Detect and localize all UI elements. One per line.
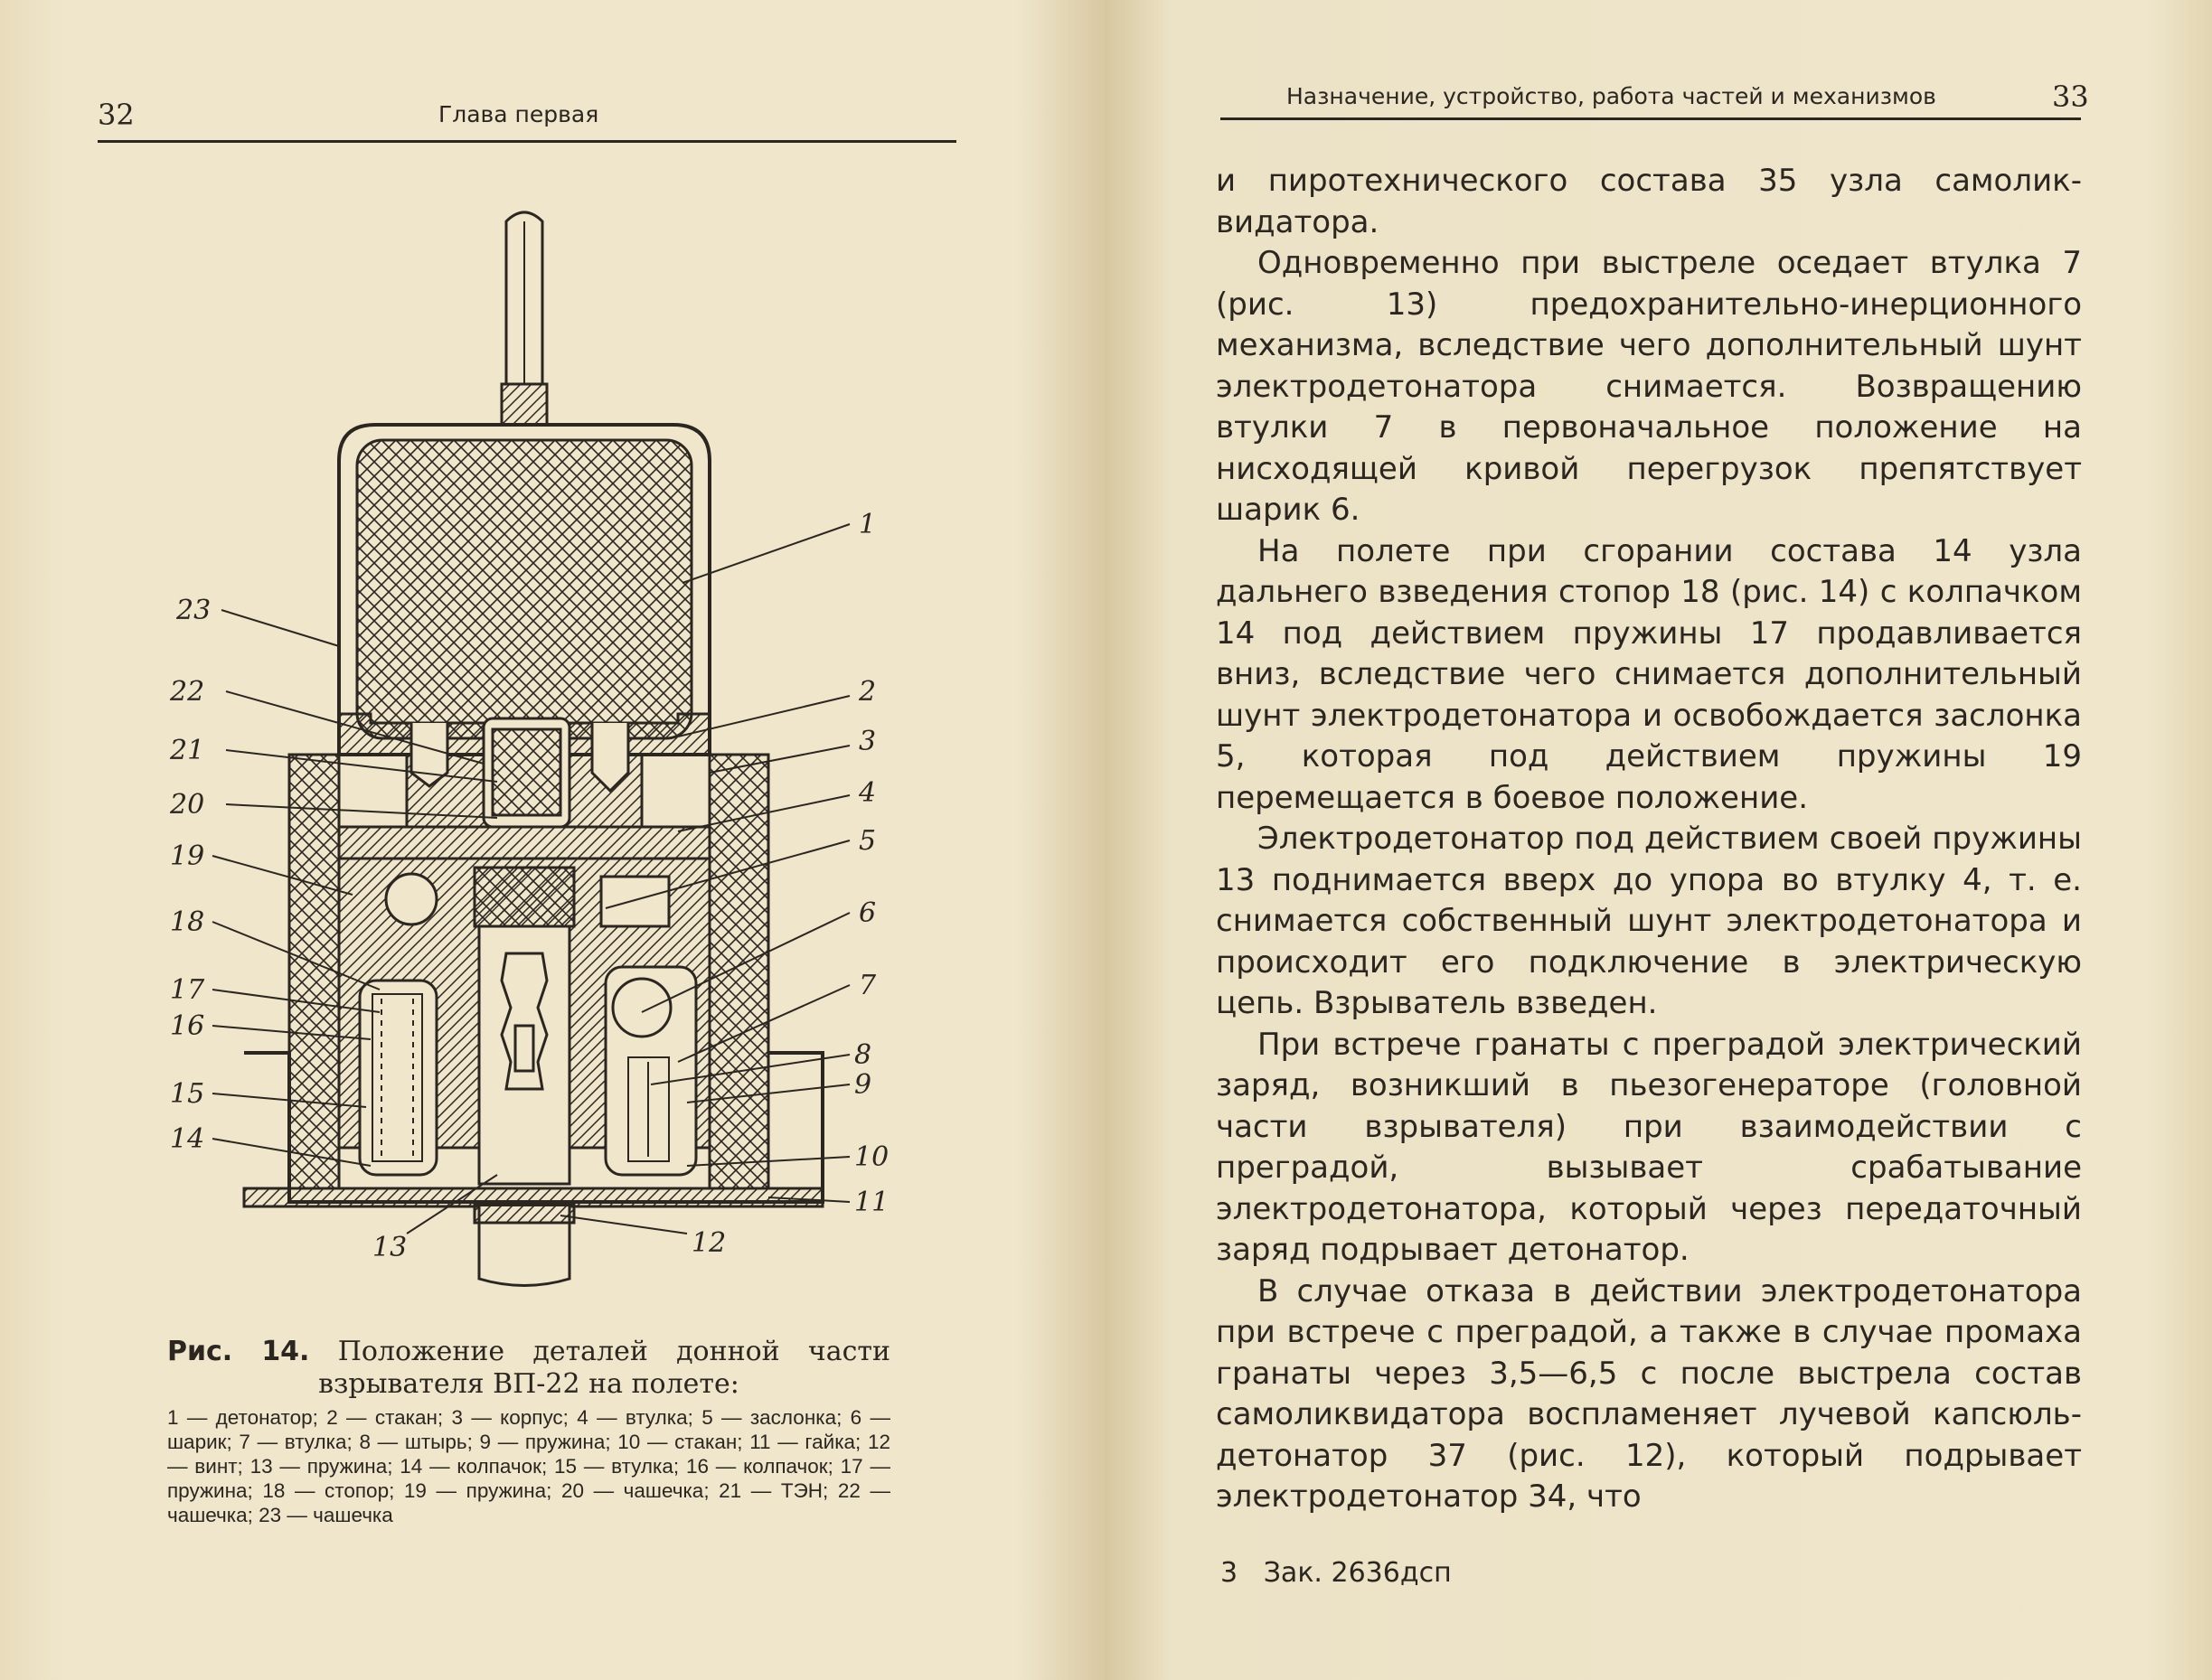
- paragraph: На полете при сгорании состава 14 узла дальнего взведения стопор 18 (рис. 14) с колпачком 14 под действием пружины 17 продавливается вниз, вследствие чего снимается дополнительный шунт электродетонатора и освобождается заслонка 5, которая под действием пружины 19 перемещается в боевое положение.: [1216, 532, 2082, 816]
- label-5: 5: [859, 825, 877, 857]
- label-20: 20: [170, 789, 205, 821]
- label-14: 14: [170, 1123, 205, 1155]
- label-17: 17: [170, 974, 205, 1006]
- label-7: 7: [859, 970, 877, 1001]
- figure-caption-lead: Рис. 14.: [167, 1336, 310, 1367]
- page-number-left: 32: [98, 98, 135, 132]
- paragraph: и пиротехнического состава 35 узла самоликвидатора.: [1216, 163, 2082, 240]
- label-19: 19: [170, 840, 205, 872]
- figure-caption: [167, 1336, 890, 1401]
- label-18: 18: [170, 906, 205, 938]
- running-head-right: Назначение, устройство, работа частей и механизмов: [1286, 83, 1936, 109]
- label-10: 10: [854, 1141, 890, 1173]
- header-rule-left: [98, 140, 956, 143]
- label-11: 11: [854, 1187, 890, 1218]
- running-head-left: Глава первая: [438, 101, 599, 127]
- label-13: 13: [372, 1232, 408, 1263]
- paragraph: Одновременно при выстреле оседает втулка 7 (рис. 13) предохранительно-инерционного механизма, вследствие чего дополнительный шунт электродетонатора снимается. Возвращению втулки 7 в первоначальное положение на нисходящей кривой перегрузок препятствует шарик 6.: [1216, 245, 2082, 528]
- label-23: 23: [176, 595, 212, 626]
- label-15: 15: [170, 1078, 205, 1110]
- label-9: 9: [854, 1069, 872, 1101]
- header-rule-right: [1220, 117, 2081, 120]
- label-22: 22: [170, 676, 205, 708]
- page-number-right: 33: [2052, 80, 2089, 114]
- label-8: 8: [854, 1039, 872, 1071]
- label-3: 3: [859, 726, 877, 757]
- fuze-cross-section-diagram: [136, 194, 913, 1306]
- left-page: [0, 0, 1105, 1680]
- label-16: 16: [170, 1010, 205, 1042]
- paragraph: При встрече гранаты с преградой электрический заряд, возникший в пьезогенераторе (головной части взрывателя) при взаимодействии с преградой, вызывает срабатывание электродетонатора, который через передаточный заряд подрывает детонатор.: [1216, 1026, 2082, 1268]
- label-21: 21: [170, 735, 205, 766]
- figure-caption-text: Положение деталей донной части взрывателя ВП-22 на полете:: [318, 1336, 890, 1400]
- label-6: 6: [859, 897, 877, 929]
- paragraph: В случае отказа в действии электродетонатора при встрече с преградой, а также в случае промаха гранаты через 3,5—6,5 с после выстрела состав самоликвидатора воспламеняет лучевой капсюль-детонатор 37 (рис. 12), который подрывает электродетонатор 34, что: [1216, 1272, 2082, 1515]
- label-4: 4: [859, 777, 877, 809]
- label-2: 2: [859, 676, 877, 708]
- figure-legend: 1 — детонатор; 2 — стакан; 3 — корпус; 4 — втулка; 5 — заслонка; 6 — шарик; 7 — втулка; 8 — штырь; 9 — пружина; 10 — стакан; 11 — гайка; 12 — винт; 13 — пружина; 14 — колпачок; 15 — втулка; 16 — колпачок; 17 — пружина; 18 — стопор; 19 — пружина; 20 — чашечка; 21 — ТЭН; 22 — чашечка; 23 — чашечка: [167, 1406, 890, 1526]
- printer-imprint: 3 Зак. 2636дсп: [1220, 1557, 1452, 1589]
- label-1: 1: [859, 509, 877, 540]
- paragraph: Электродетонатор под действием своей пружины 13 поднимается вверх до упора во втулку 4, т. е. снимается собственный шунт электродетонатора и происходит его подключение в электрическую цепь. Взрыватель взведен.: [1216, 821, 2082, 1021]
- body-text: [1216, 161, 2082, 1518]
- label-12: 12: [692, 1227, 727, 1259]
